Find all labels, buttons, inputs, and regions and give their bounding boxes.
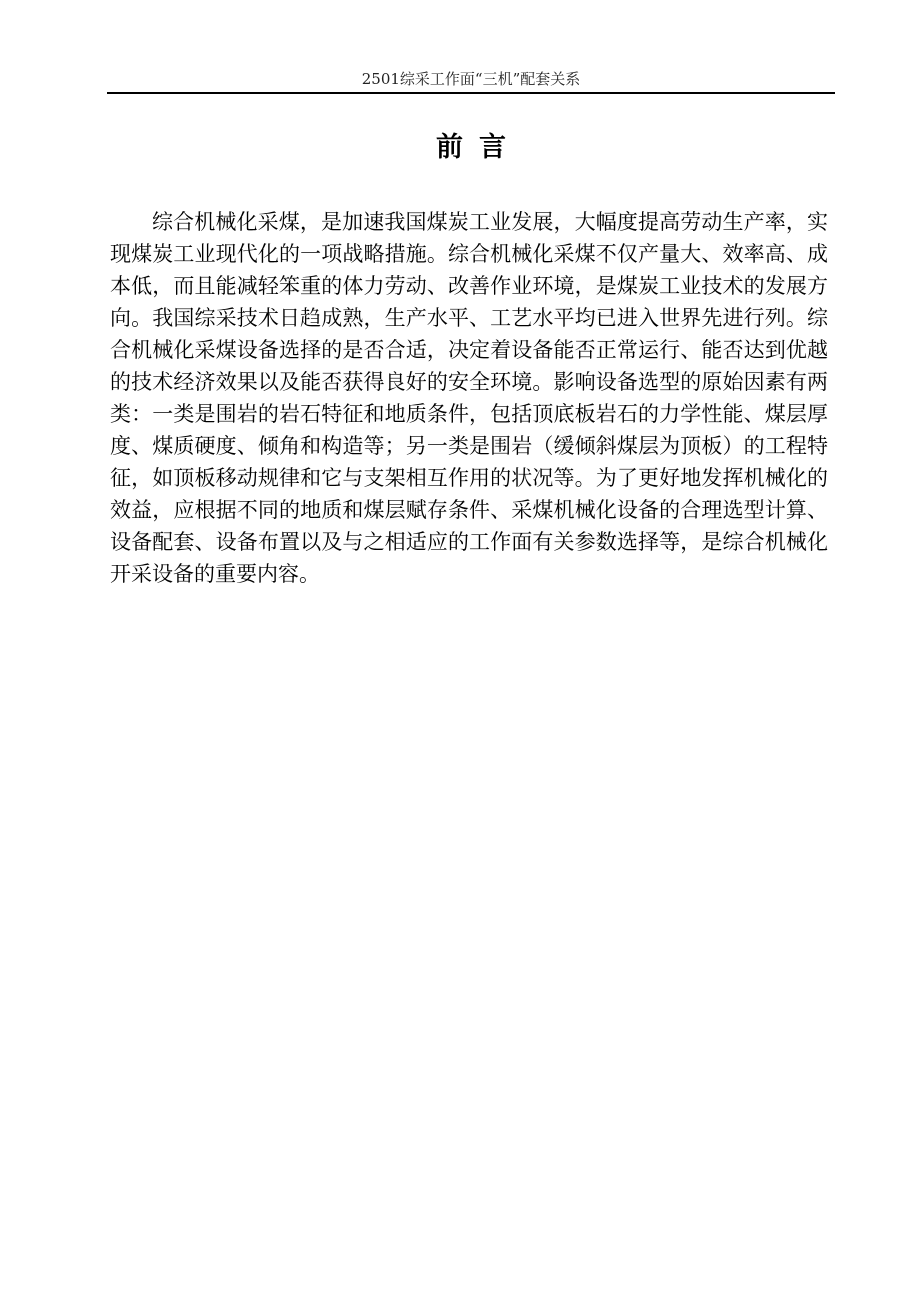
running-header: 2501综采工作面“三机”配套关系: [361, 70, 581, 88]
body-paragraph: 综合机械化采煤，是加速我国煤炭工业发展，大幅度提高劳动生产率，实现煤炭工业现代化的一项战略措施。综合机械化采煤不仅产量大、效率高、成本低，而且能减轻笨重的体力劳动、改善作业环境，是煤炭工业技术的发展方向。我国综采技术日趋成熟，生产水平、工艺水平均已进入世界先进行列。综合机械化采煤设备选择的是否合适，决定着设备能否正常运行、能否达到优越的技术经济效果以及能否获得良好的安全环境。影响设备选型的原始因素有两类：一类是围岩的岩石特征和地质条件，包括顶底板岩石的力学性能、煤层厚度、煤质硬度、倾角和构造等；另一类是围岩（缓倾斜煤层为顶板）的工程特征，如顶板移动规律和它与支架相互作用的状况等。为了更好地发挥机械化的效益，应根据不同的地质和煤层赋存条件、采煤机械化设备的合理选型计算、设备配套、设备布置以及与之相适应的工作面有关参数选择等，是综合机械化开采设备的重要内容。: [110, 210, 828, 586]
header-divider: [107, 92, 835, 94]
page-title: 前言: [436, 132, 522, 163]
